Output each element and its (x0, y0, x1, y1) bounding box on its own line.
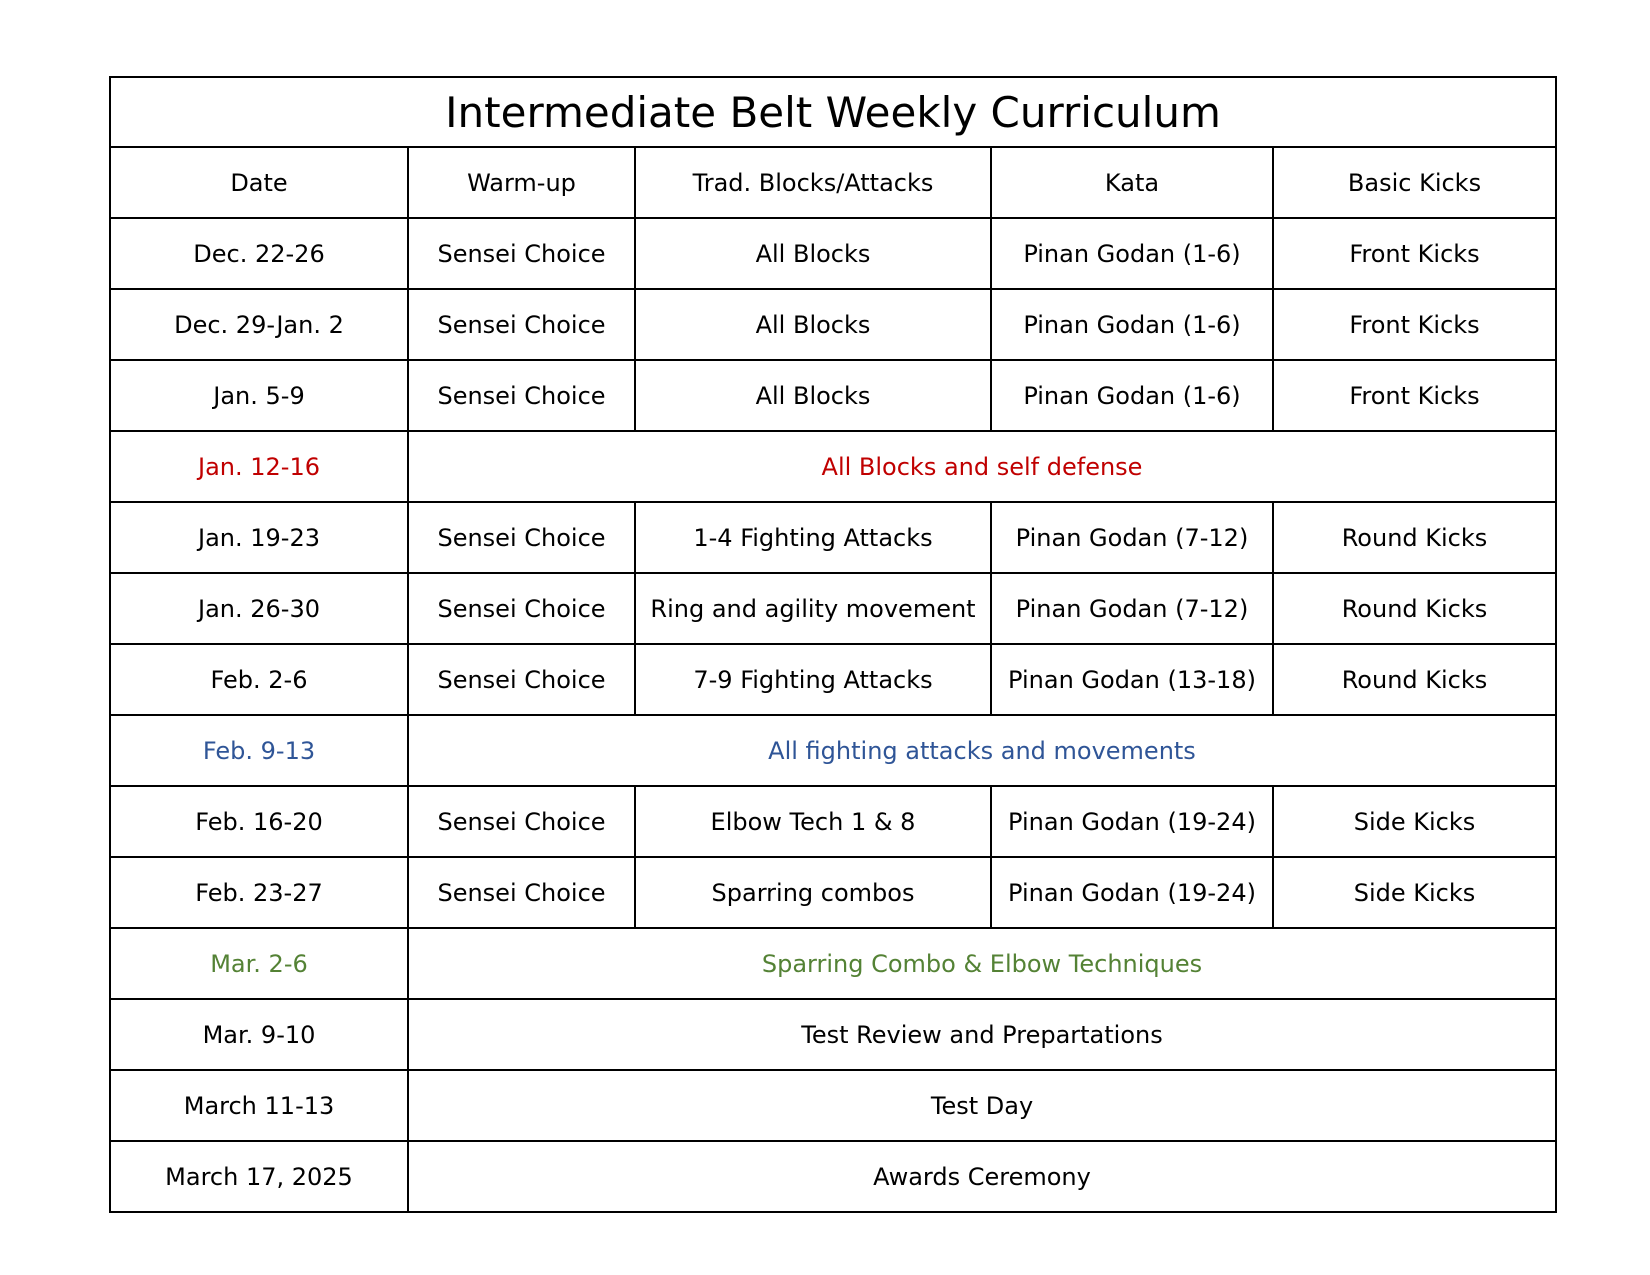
date-cell: Feb. 2-6 (110, 644, 408, 715)
event-cell: Test Review and Prepartations (408, 999, 1556, 1070)
curriculum-table (109, 76, 1557, 1213)
table-title: Intermediate Belt Weekly Curriculum (110, 77, 1556, 147)
warmup-cell: Sensei Choice (408, 218, 635, 289)
warmup-cell: Sensei Choice (408, 360, 635, 431)
kicks-cell: Round Kicks (1273, 644, 1556, 715)
date-cell: Feb. 9-13 (110, 715, 408, 786)
date-cell: Jan. 12-16 (110, 431, 408, 502)
blocks-cell: Ring and agility movement (635, 573, 991, 644)
table-row (110, 360, 1556, 431)
table-row-event (110, 1141, 1556, 1212)
table-row (110, 786, 1556, 857)
kicks-cell: Front Kicks (1273, 218, 1556, 289)
header-kata: Kata (991, 147, 1273, 218)
header-warmup: Warm-up (408, 147, 635, 218)
date-cell: Dec. 22-26 (110, 218, 408, 289)
table-row-review (110, 431, 1556, 502)
kata-cell: Pinan Godan (19-24) (991, 786, 1273, 857)
date-cell: March 17, 2025 (110, 1141, 408, 1212)
header-row (110, 147, 1556, 218)
kicks-cell: Round Kicks (1273, 502, 1556, 573)
kata-cell: Pinan Godan (19-24) (991, 857, 1273, 928)
warmup-cell: Sensei Choice (408, 573, 635, 644)
warmup-cell: Sensei Choice (408, 289, 635, 360)
date-cell: Feb. 16-20 (110, 786, 408, 857)
date-cell: March 11-13 (110, 1070, 408, 1141)
kicks-cell: Side Kicks (1273, 857, 1556, 928)
kata-cell: Pinan Godan (1-6) (991, 360, 1273, 431)
event-cell: Test Day (408, 1070, 1556, 1141)
header-date: Date (110, 147, 408, 218)
review-cell: Sparring Combo & Elbow Techniques (408, 928, 1556, 999)
table-row (110, 218, 1556, 289)
header-blocks-attacks: Trad. Blocks/Attacks (635, 147, 991, 218)
kicks-cell: Side Kicks (1273, 786, 1556, 857)
table-row (110, 644, 1556, 715)
table-row-review (110, 928, 1556, 999)
date-cell: Mar. 2-6 (110, 928, 408, 999)
blocks-cell: 7-9 Fighting Attacks (635, 644, 991, 715)
date-cell: Mar. 9-10 (110, 999, 408, 1070)
warmup-cell: Sensei Choice (408, 502, 635, 573)
kicks-cell: Front Kicks (1273, 289, 1556, 360)
warmup-cell: Sensei Choice (408, 857, 635, 928)
blocks-cell: 1-4 Fighting Attacks (635, 502, 991, 573)
date-cell: Dec. 29-Jan. 2 (110, 289, 408, 360)
header-basic-kicks: Basic Kicks (1273, 147, 1556, 218)
kata-cell: Pinan Godan (7-12) (991, 502, 1273, 573)
blocks-cell: All Blocks (635, 289, 991, 360)
blocks-cell: Sparring combos (635, 857, 991, 928)
table-row-review (110, 715, 1556, 786)
table-row-event (110, 1070, 1556, 1141)
kata-cell: Pinan Godan (13-18) (991, 644, 1273, 715)
kicks-cell: Front Kicks (1273, 360, 1556, 431)
kata-cell: Pinan Godan (7-12) (991, 573, 1273, 644)
warmup-cell: Sensei Choice (408, 786, 635, 857)
warmup-cell: Sensei Choice (408, 644, 635, 715)
review-cell: All fighting attacks and movements (408, 715, 1556, 786)
table-row (110, 857, 1556, 928)
review-cell: All Blocks and self defense (408, 431, 1556, 502)
table-row (110, 289, 1556, 360)
date-cell: Feb. 23-27 (110, 857, 408, 928)
table-row (110, 573, 1556, 644)
table-row-event (110, 999, 1556, 1070)
date-cell: Jan. 5-9 (110, 360, 408, 431)
kata-cell: Pinan Godan (1-6) (991, 289, 1273, 360)
title-row (110, 77, 1556, 147)
table-row (110, 502, 1556, 573)
blocks-cell: All Blocks (635, 218, 991, 289)
kata-cell: Pinan Godan (1-6) (991, 218, 1273, 289)
date-cell: Jan. 19-23 (110, 502, 408, 573)
blocks-cell: All Blocks (635, 360, 991, 431)
date-cell: Jan. 26-30 (110, 573, 408, 644)
event-cell: Awards Ceremony (408, 1141, 1556, 1212)
blocks-cell: Elbow Tech 1 & 8 (635, 786, 991, 857)
kicks-cell: Round Kicks (1273, 573, 1556, 644)
